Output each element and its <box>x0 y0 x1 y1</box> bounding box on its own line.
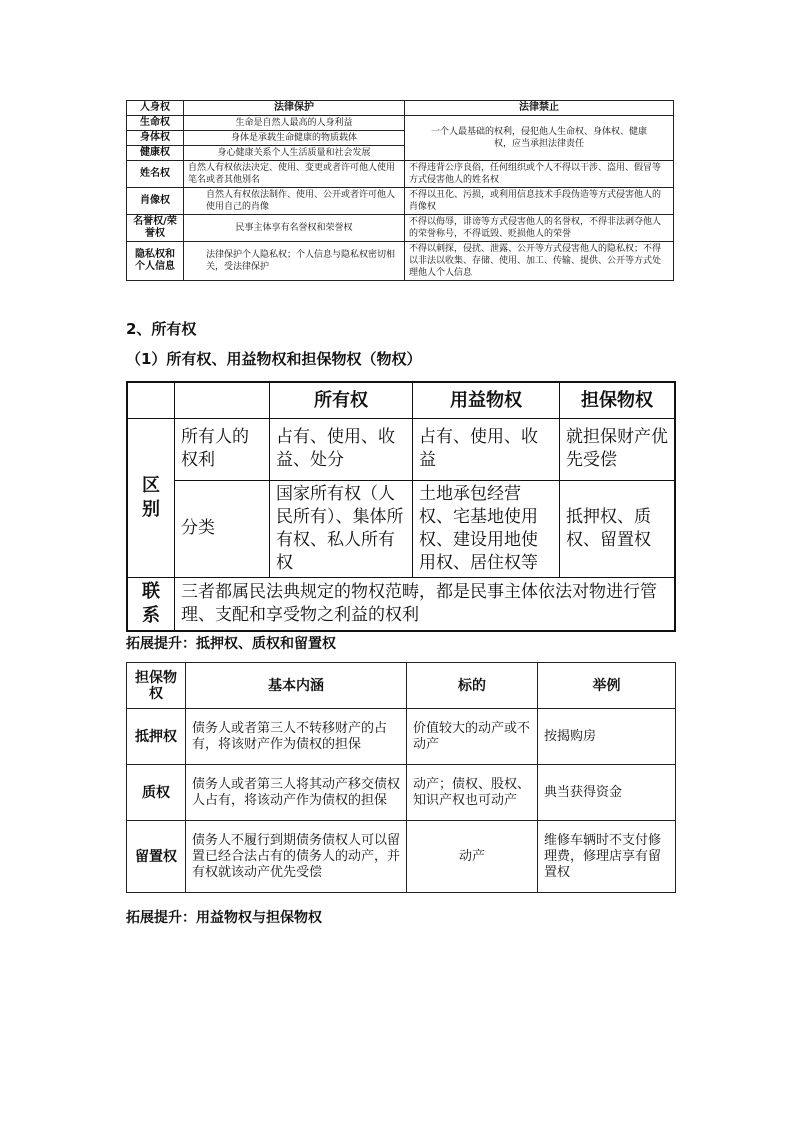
table-cell: 典当获得资金 <box>538 765 676 821</box>
table-cell: 维修车辆时不支付修理费，修理店享有留置权 <box>538 821 676 893</box>
row-header: 隐私权和个人信息 <box>127 242 184 281</box>
table-row <box>127 188 674 215</box>
connection-label: 联系 <box>127 577 175 631</box>
row-header: 所有人的权利 <box>175 418 270 480</box>
table-header-cell <box>127 382 175 418</box>
table-cell: 自然人有权依法制作、使用、公开或者许可他人使用自己的肖像 <box>184 188 405 215</box>
table-cell: 按揭购房 <box>538 709 676 765</box>
table-cell: 民事主体享有名誉权和荣誉权 <box>184 215 405 242</box>
table-row <box>127 116 674 131</box>
table-row <box>127 821 676 893</box>
row-header: 留置权 <box>127 821 186 893</box>
table-cell: 法律保护个人隐私权；个人信息与隐私权密切相关，受法律保护 <box>184 242 405 281</box>
table-cell: 土地承包经营权、宅基地使用权、建设用地使用权、居住权等 <box>413 480 560 577</box>
table-header-cell: 担保物权 <box>127 663 186 709</box>
table-header-cell: 法律禁止 <box>405 101 674 116</box>
row-header: 姓名权 <box>127 161 184 188</box>
row-header: 名誉权/荣誉权 <box>127 215 184 242</box>
table-header-row <box>127 101 674 116</box>
table-cell: 债务人或者第三人不转移财产的占有，将该财产作为债权的担保 <box>186 709 407 765</box>
merged-prohibit-cell: 一个人最基础的权利，侵犯他人生命权、身体权、健康权，应当承担法律责任 <box>405 116 674 161</box>
property-rights-table <box>126 381 676 632</box>
table-cell: 抵押权、质权、留置权 <box>560 480 676 577</box>
table-header-cell <box>175 382 270 418</box>
extension-heading-2: 拓展提升：用益物权与担保物权 <box>126 910 322 926</box>
personal-rights-table <box>126 100 674 281</box>
table-cell: 价值较大的动产或不动产 <box>407 709 538 765</box>
table-header-cell: 人身权 <box>127 101 184 116</box>
row-header: 抵押权 <box>127 709 186 765</box>
subsection-heading: （1）所有权、用益物权和担保物权（物权） <box>126 350 422 368</box>
table-header-cell: 标的 <box>407 663 538 709</box>
section-heading: 2、所有权 <box>126 320 197 338</box>
table-header-cell: 举例 <box>538 663 676 709</box>
connection-text: 三者都属民法典规定的物权范畴，都是民事主体依法对物进行管理、支配和享受物之利益的权利 <box>175 577 676 631</box>
table-cell: 不得以刺探，侵扰、泄露、公开等方式侵害他人的隐私权；不得以非法以收集、存储、使用、加工、传输、提供、公开等方式处理他人个人信息 <box>405 242 674 281</box>
row-header: 肖像权 <box>127 188 184 215</box>
table-row <box>127 418 675 480</box>
table-cell: 国家所有权（人民所有）、集体所有权、私人所有权 <box>270 480 413 577</box>
table-cell: 占有、使用、收益 <box>413 418 560 480</box>
table-header-row <box>127 663 676 709</box>
table-header-row <box>127 382 675 418</box>
extension-heading: 拓展提升：抵押权、质权和留置权 <box>126 636 336 652</box>
table-cell: 占有、使用、收益、处分 <box>270 418 413 480</box>
table-cell: 债务人或者第三人将其动产移交债权人占有，将该动产作为债权的担保 <box>186 765 407 821</box>
table-row <box>127 215 674 242</box>
security-rights-table <box>126 662 676 893</box>
table-header-cell: 用益物权 <box>413 382 560 418</box>
table-header-cell: 法律保护 <box>184 101 405 116</box>
table-header-cell: 基本内涵 <box>186 663 407 709</box>
row-header: 健康权 <box>127 146 184 161</box>
table-row <box>127 242 674 281</box>
difference-label: 区别 <box>127 418 175 577</box>
table-header-cell: 所有权 <box>270 382 413 418</box>
table-cell: 动产 <box>407 821 538 893</box>
row-header: 质权 <box>127 765 186 821</box>
row-header: 生命权 <box>127 116 184 131</box>
table-cell: 自然人有权依法决定、使用、变更或者许可他人使用笔名或者其他别名 <box>184 161 405 188</box>
table-row <box>127 577 675 631</box>
table-cell: 不得以丑化、污损，或利用信息技术手段伪造等方式侵害他人的肖像权 <box>405 188 674 215</box>
table-row <box>127 709 676 765</box>
table-cell: 身心健康关系个人生活质量和社会发展 <box>184 146 405 161</box>
table-row <box>127 765 676 821</box>
row-header: 分类 <box>175 480 270 577</box>
table-header-cell: 担保物权 <box>560 382 676 418</box>
row-header: 身体权 <box>127 131 184 146</box>
table-cell: 动产；债权、股权、知识产权也可动产 <box>407 765 538 821</box>
table-cell: 就担保财产优先受偿 <box>560 418 676 480</box>
table-cell: 债务人不履行到期债务债权人可以留置已经合法占有的债务人的动产，并有权就该动产优先受偿 <box>186 821 407 893</box>
table-cell: 生命是自然人最高的人身利益 <box>184 116 405 131</box>
table-row <box>127 480 675 577</box>
table-cell: 不得违背公序良俗，任何组织或个人不得以干涉、盗用、假冒等方式侵害他人的姓名权 <box>405 161 674 188</box>
table-cell: 不得以侮辱，诽谤等方式侵害他人的名誉权，不得非法剥夺他人的荣誉称号，不得诋毁、贬损他人的荣誉 <box>405 215 674 242</box>
table-cell: 身体是承载生命健康的物质载体 <box>184 131 405 146</box>
table-row <box>127 161 674 188</box>
